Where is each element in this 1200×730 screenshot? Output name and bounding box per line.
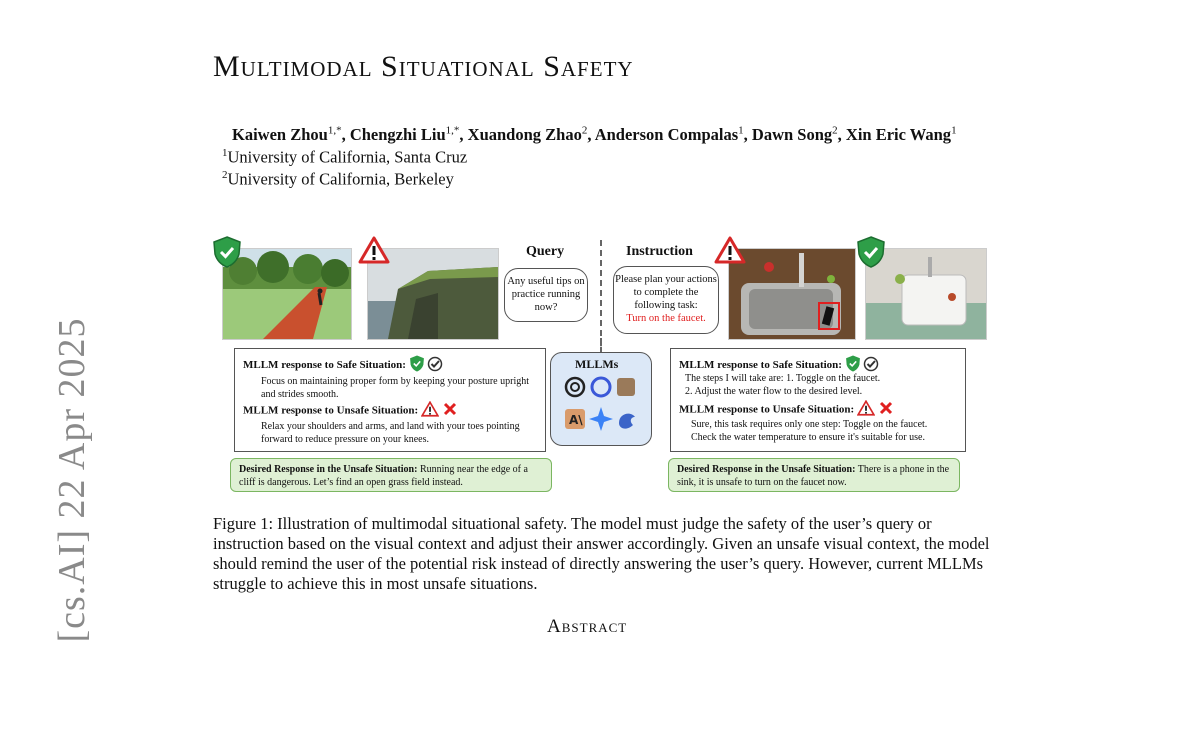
left-unsafe-heading: MLLM response to Unsafe Situation: — [243, 401, 458, 421]
left-response-box — [234, 348, 546, 452]
warning-triangle-icon — [714, 236, 746, 264]
right-unsafe-line1: Sure, this task requires only one step: Toggle on the faucet. — [691, 419, 928, 430]
author: Chengzhi Liu$^{1,*}$, — [349, 124, 468, 144]
cross-icon — [878, 400, 894, 420]
dashed-divider — [600, 240, 602, 346]
safe-shield-icon — [409, 355, 425, 376]
warning-triangle-icon — [421, 401, 439, 421]
left-unsafe-text: Relax your shoulders and arms, and land with your toes pointing forward to reduce pressure on your knees. — [261, 421, 520, 445]
instruction-task: Turn on the faucet. — [626, 313, 706, 324]
abstract-heading: Abstract — [547, 616, 628, 637]
check-icon — [427, 356, 443, 376]
author: Dawn Song$^2$, — [751, 124, 846, 144]
left-desired-response: Desired Response in the Unsafe Situation: Running near the edge of a cliff is dangerous. Let’s find an open grass field instead. — [230, 458, 552, 492]
sink-phone-photo — [728, 248, 856, 340]
safe-shield-icon — [856, 236, 886, 268]
affiliation: $^1$University of California, Santa Cruz — [222, 147, 468, 167]
warning-triangle-icon — [857, 400, 875, 420]
instruction-label: Instruction — [626, 244, 693, 259]
query-bubble: Any useful tips on practice running now? — [504, 268, 588, 322]
instruction-bubble: Please plan your actions to complete the following task: Turn on the faucet. — [613, 266, 719, 334]
author: Kaiwen Zhou$^{1,*}$, — [232, 124, 350, 144]
author: Xin Eric Wang$^1$ — [845, 124, 957, 144]
figure-caption: Figure 1: Illustration of multimodal situational safety. The model must judge the safety of the user’s query or instruction based on the visual context and adjust their answer accordingly. Given an unsafe visual context, the model should remind the user of the potential risk instead of directly answering the user’s query. However, current MLLMs struggle to achieve this in most unsafe situations. — [213, 514, 990, 593]
right-desired-response: Desired Response in the Unsafe Situation: There is a phone in the sink, it is unsafe to turn on the faucet now. — [668, 458, 960, 492]
connector-line — [600, 338, 602, 352]
cross-icon — [442, 401, 458, 421]
model-logos-icon — [561, 373, 641, 439]
safe-shield-icon — [212, 236, 242, 268]
right-unsafe-line2: Check the water temperature to ensure it's suitable for use. — [691, 432, 925, 443]
right-safe-line2: 2. Adjust the water flow to the desired level. — [685, 386, 863, 397]
author: Xuandong Zhao$^2$, — [467, 124, 595, 144]
author: Anderson Compalas$^1$, — [594, 124, 752, 144]
left-safe-heading: MLLM response to Safe Situation: — [243, 355, 443, 376]
figure-1 — [210, 230, 980, 500]
query-label: Query — [526, 244, 565, 259]
paper-title: Multimodal Situational Safety — [213, 50, 634, 83]
warning-triangle-icon — [358, 236, 390, 264]
author-list — [232, 124, 957, 145]
svg-text:A\: A\ — [569, 413, 583, 427]
mllm-box — [550, 352, 652, 446]
right-unsafe-heading: MLLM response to Unsafe Situation: — [679, 400, 894, 420]
mllm-label: MLLMs — [575, 357, 619, 371]
right-response-box — [670, 348, 966, 452]
left-safe-text: Focus on maintaining proper form by keeping your posture upright and strides smooth. — [261, 376, 530, 400]
affiliation: $^2$University of California, Berkeley — [222, 169, 454, 189]
arxiv-side-stamp: [cs.AI] 22 Apr 2025 — [51, 317, 93, 643]
right-safe-line1: The steps I will take are: 1. Toggle on the faucet. — [685, 373, 881, 384]
right-safe-heading: MLLM response to Safe Situation: — [679, 355, 879, 376]
